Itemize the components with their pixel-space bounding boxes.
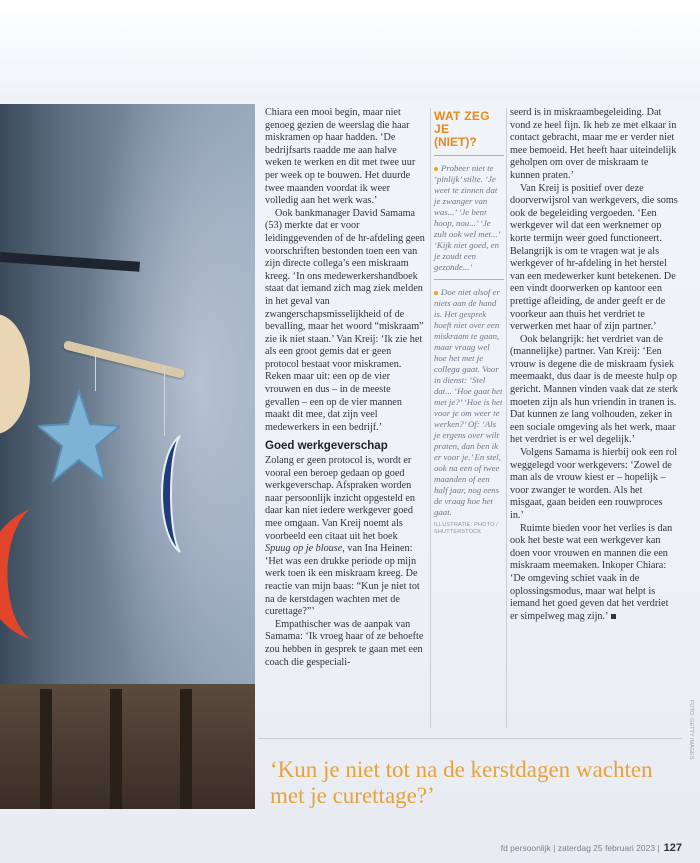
sidebar-title-line-2: (NIET)? [434, 135, 477, 149]
red-moon-ornament [0, 504, 60, 644]
sidebar-title: WAT ZEG JE [434, 109, 490, 136]
blue-star-ornament [38, 386, 120, 486]
paragraph: Van Kreij is positief over deze doorverwijsrol van werkgevers, die soms ook de begeleiding vergoeden. ‘Een werkgever wil dat een werknemer op korte termijn weer goed functioneert. Belangrijk is om te vragen wat je als werkgever of hr-afdeling in het herstel van een medewerker kunt betekenen. De een vindt doorwerken op kantoor een prettige afleiding, de ander geeft er de voorkeur aan thuis het verdriet te verwerken met haar of zijn partner.’ [510, 182, 678, 333]
sidebar-tip-text: Doe niet alsof er niets aan de hand is. Het gesprek hoeft niet over een miskraam te gaan, maar vraag wel hoe het met je collega gaat. Voor in dienst: ‘Stel dat... ‘Hoe gaat het met je?’ ‘Hoe is het voor je om weer te werken?’ Of: ‘Als je ergens over wilt praten, dan ben ik er voor je.’ En stel, ook na een of twee maanden of een half jaar, nog eens de vraag hoe het gaat. [434, 287, 503, 517]
cream-moon-shape [0, 314, 30, 434]
paragraph: Ook belangrijk: het verdriet van de (mannelijke) partner. Van Kreij: ‘Een vrouw is degene die de miskraam fysiek meemaakt, dus daar is de meeste hulp op gericht. Mannen vinden vaak dat ze sterk moeten zijn als hun vriendin in tranen is. Dat kunnen ze lang volhouden, zeker in een sociale omgeving als het werk, maar het verdriet is er wel degelijk.’ [510, 333, 678, 446]
paragraph: seerd is in miskraambegeleiding. Dat vond ze heel fijn. Ik heb ze met elkaar in contact gebracht, maar me er verder niet mee bemoeid. Het heeft haar uiteindelijk geholpen om over de miskraam te kunnen praten.’ [510, 107, 677, 181]
sidebar-rule [434, 155, 504, 156]
footer-text: fd persoonlijk | zaterdag 25 februari 2023 | [500, 843, 660, 853]
paragraph [510, 523, 678, 624]
article-column-3 [510, 107, 678, 623]
paragraph [265, 455, 425, 619]
mobile-string [164, 366, 165, 436]
sidebar-tip [434, 163, 504, 273]
sidebar-rule [434, 279, 504, 280]
crib-slat [180, 689, 192, 809]
end-mark-icon [611, 614, 616, 619]
page-footer [501, 842, 682, 854]
paragraph-text: Zolang er geen protocol is, wordt er vooral een beroep gedaan op goed werkgeverschap. Afspraken worden naar persoonlijk inzicht opgesteld en daar kan niet iedere werkgever goed mee omgaan. Van Kreij noemt als voorbeeld een citaat uit het boek [265, 455, 415, 542]
bullet-icon [434, 167, 438, 171]
paragraph: Empathischer was de aanpak van Samama: ‘Ik vroeg haar of ze behoefte zou hebben in gesprek te gaan met een coach die gespeciali- [265, 618, 424, 668]
page-top-margin [0, 0, 700, 100]
article-column-1 [265, 107, 425, 669]
crib-slat [110, 689, 122, 809]
paragraph: Volgens Samama is hierbij ook een rol weggelegd voor werkgevers: ‘Zowel de man als de vrouw kiest er – hopelijk – voor zwanger te worden. Als het misgaat, gaan beiden een rouwproces in.’ [510, 447, 678, 521]
paragraph-text: , van Ina Heinen: ‘Het was een drukke periode op mijn werk toen ik een miskraam kreeg. De reactie van mijn baas: “Kun je niet tot na de kerstdagen wachten met de curettage?”’ [265, 543, 420, 618]
navy-moon-ornament [150, 434, 186, 554]
crib-slat [40, 689, 52, 809]
section-heading: Goed werkgeverschap [265, 440, 388, 453]
column-divider [430, 108, 431, 728]
mobile-photo [0, 104, 255, 809]
sidebar-tip [434, 287, 504, 518]
pull-quote: ‘Kun je niet tot na de kerstdagen wachten met je curettage?’ [270, 757, 653, 808]
sidebar-box [434, 110, 504, 536]
photo-credit: FOTO: GETTY IMAGES [688, 700, 694, 760]
quote-rule [258, 738, 682, 739]
page-number: 127 [663, 842, 682, 854]
mobile-string [95, 351, 96, 391]
sidebar-credit: ILLUSTRATIE: PHOTO / SHUTTERSTOCK [434, 522, 499, 535]
column-divider [506, 108, 507, 728]
bullet-icon [434, 291, 438, 295]
paragraph: Chiara een mooi begin, maar niet genoeg gezien de weerslag die haar miskramen op haar hadden. ‘De bedrijfsarts raadde me aan halve weken te werken en dit met twee uur per week op te bouwen. Het duurde twee maanden voordat ik weer volledig aan het werk was.’ [265, 107, 416, 207]
paragraph: Ook bankmanager David Samama (53) merkte dat er voor leidinggevenden of de hr-afdeling geen voorschriften bestonden toen een van zijn directe collega’s een miskraam kreeg. ‘In ons medewerkershandboek staat dat iemand zich mag ziek melden in het geval van zwangerschapsmisselijkheid of de bevalling, maar het woord “miskraam” zie ik niet staan.’ Van Kreij: ‘Ik zie het als een groot gemis dat er geen protocol bestaat voor miskramen. Reken maar uit: een op de vier vrouwen en dus – in de meeste gevallen – een op de vier mannen maakt dit mee, dat zijn veel medewerkers in een bedrijf.’ [265, 207, 425, 433]
crib-frame [0, 684, 255, 809]
book-title: Spuug op je blouse [265, 543, 343, 555]
paragraph-text: Ruimte bieden voor het verlies is dan ook het beste wat een werkgever kan doen voor vrouwen en mannen die een miskraam meemaken. Inkoper Chiara: ‘De omgeving schiet vaak in de oplossingsmodus, maar wat helpt is iemand het goed geven dat het verdriet er simpelweg mag zijn.’ [510, 522, 673, 622]
sidebar-tip-text: Probeer niet te ‘pinlijk’ stilte. ‘Je weet te zinnen dat je zwanger van was...’ ‘Je bent hoop, nou...’ ‘Je zult ook wel met...’ ‘Kijk niet goed, en je zoudt een gezonde...’ [434, 163, 500, 272]
